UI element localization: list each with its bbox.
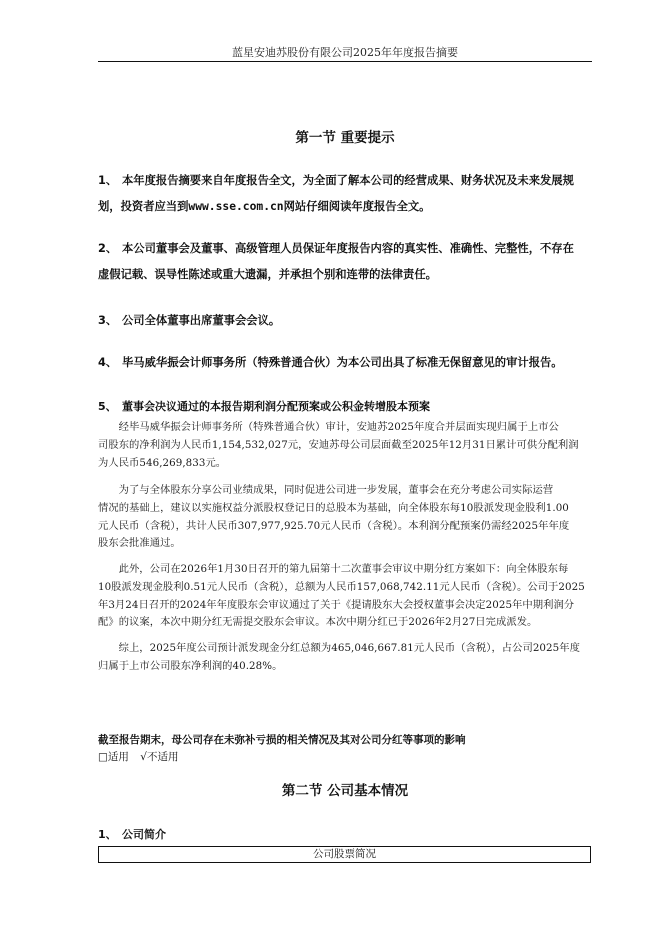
profit-paragraph-2-line: 情况的基础上，建议以实施权益分派股权登记日的总股本为基础，向全体股东每10股派发现金股利1.00 <box>98 501 569 514</box>
profit-paragraph-1-line: 经毕马威华振会计师事务所（特殊普通合伙）审计，安迪苏2025年度合并层面实现归属于上市公 <box>118 421 559 433</box>
notice-item-1 <box>98 168 594 220</box>
profit-paragraph-3-line: 10股派发现金股利0.51元人民币（含税），总额为人民币157,068,742.11元人民币（含税）。公司于2025 <box>98 580 585 593</box>
notice-item-5 <box>98 398 594 415</box>
profit-paragraph-1 <box>98 419 592 472</box>
applicable-checkbox: □适用 <box>98 751 129 763</box>
unrecovered-loss-note-title: 截至报告期末，母公司存在未弥补亏损的相关情况及其对公司分红等事项的影响 <box>98 734 466 746</box>
notice-item-1-line2-post: 网站仔细阅读年度报告全文。 <box>283 200 431 213</box>
not-applicable-checkbox: √不适用 <box>140 751 179 763</box>
notice-item-5-text: 董事会决议通过的本报告期利润分配预案或公积金转增股本预案 <box>122 400 430 413</box>
profit-paragraph-4-line: 归属于上市公司股东净利润的40.28%。 <box>98 659 283 672</box>
sse-website-text: www.sse.com.cn <box>188 200 284 213</box>
profit-paragraph-2 <box>98 482 592 553</box>
applicability-options <box>98 749 186 764</box>
section-2-title: 第二节 公司基本情况 <box>281 783 409 799</box>
notice-item-1-line2-pre: 划，投资者应当到 <box>98 200 189 213</box>
company-profile-heading <box>98 826 166 842</box>
profit-paragraph-3-line: 配》的议案，本次中期分红无需提交股东会审议。本次中期分红已于2026年2月27日完成派发。 <box>98 616 538 629</box>
stock-profile-table-header: 公司股票简况 <box>98 846 591 863</box>
notice-item-1-line1: 本年度报告摘要来自年度报告全文，为全面了解本公司的经营成果、财务状况及未来发展规 <box>122 174 574 187</box>
profit-paragraph-4 <box>98 640 592 676</box>
section-1-title: 第一节 重要提示 <box>295 130 395 146</box>
notice-item-3-text: 公司全体董事出席董事会会议。 <box>122 314 281 327</box>
notice-item-5-number: 5、 <box>98 400 117 413</box>
notice-item-2-line2: 虚假记载、误导性陈述或重大遗漏，并承担个别和连带的法律责任。 <box>98 268 437 281</box>
company-profile-number: 1、 <box>98 828 117 841</box>
profit-paragraph-3 <box>98 561 592 632</box>
notice-item-2-number: 2、 <box>98 242 118 255</box>
notice-item-4-number: 4、 <box>98 356 118 369</box>
profit-paragraph-3-line: 年3月24日召开的2024年年度股东会审议通过了关于《提请股东大会授权董事会决定2025年中期利润分 <box>98 598 575 611</box>
notice-item-2 <box>98 236 594 288</box>
profit-paragraph-2-line: 股东会批准通过。 <box>98 537 181 550</box>
profit-paragraph-2-line: 元人民币（含税），共计人民币307,977,925.70元人民币（含税）。本利润分配预案仍需经2025年年度 <box>98 519 570 532</box>
notice-item-2-line1: 本公司董事会及董事、高级管理人员保证年度报告内容的真实性、准确性、完整性，不存在 <box>122 242 574 255</box>
profit-paragraph-4-line: 综上，2025年度公司预计派发现金分红总额为465,046,667.81元人民币（含税），占公司2025年度 <box>118 642 580 654</box>
profit-paragraph-1-line: 为人民币546,269,833元。 <box>98 456 227 469</box>
notice-item-4 <box>98 350 594 376</box>
header-divider <box>98 61 592 62</box>
notice-item-4-text: 毕马威华振会计师事务所（特殊普通合伙）为本公司出具了标准无保留意见的审计报告。 <box>122 356 563 369</box>
notice-item-3 <box>98 308 594 334</box>
profit-paragraph-1-line: 司股东的净利润为人民币1,154,532,027元，安迪苏母公司层面截至2025年12月31日累计可供分配利润 <box>98 438 579 451</box>
company-profile-title: 公司简介 <box>122 828 166 841</box>
notice-item-3-number: 3、 <box>98 314 118 327</box>
profit-paragraph-3-line: 此外，公司在2026年1月30日召开的第九届第十二次董事会审议中期分红方案如下：向全体股东每 <box>118 563 569 575</box>
running-header: 蓝星安迪苏股份有限公司2025年年度报告摘要 <box>232 46 458 59</box>
profit-paragraph-2-line: 为了与全体股东分享公司业绩成果，同时促进公司进一步发展，董事会在充分考虑公司实际运营 <box>118 484 554 496</box>
notice-item-1-number: 1、 <box>98 174 118 187</box>
